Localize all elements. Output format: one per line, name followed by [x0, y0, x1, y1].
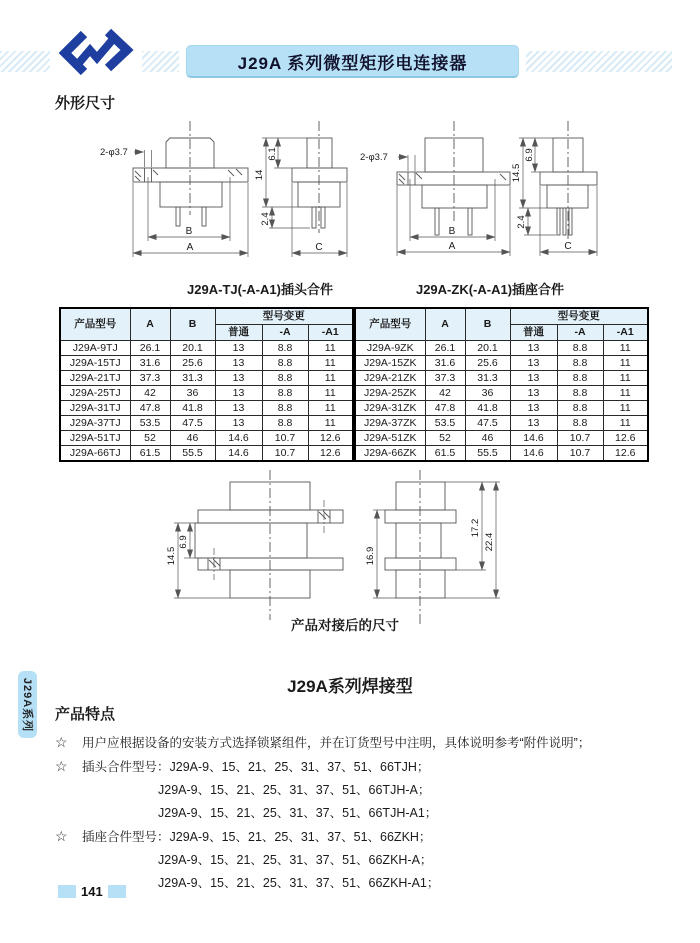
feature-text: J29A-9、15、21、25、31、37、51、66ZKH-A1； [158, 876, 440, 890]
col-header-a: A [425, 308, 465, 341]
col-header-normal: 普通 [510, 325, 557, 341]
table-cell: 11 [308, 401, 353, 416]
table-cell: 42 [425, 386, 465, 401]
dim-label-total: 14.5 [511, 163, 522, 183]
weld-section-title: J29A系列焊接型 [287, 677, 413, 696]
dim-label-b: B [448, 226, 456, 237]
col-header-var-a1: -A1 [308, 325, 353, 341]
table-cell: 11 [603, 401, 648, 416]
table-cell: 11 [603, 371, 648, 386]
table-cell: 12.6 [603, 431, 648, 446]
table-row [355, 356, 648, 371]
table-cell: 47.5 [465, 416, 510, 431]
table-cell: 13 [215, 386, 262, 401]
dim-label-total: 14 [254, 169, 265, 181]
table-cell: J29A-25TJ [60, 386, 130, 401]
table-cell: 8.8 [262, 356, 308, 371]
table-cell: 8.8 [262, 401, 308, 416]
col-header-b: B [170, 308, 215, 341]
table-cell: 26.1 [130, 341, 170, 356]
tj-front-view [133, 121, 248, 226]
table-cell: 8.8 [557, 416, 603, 431]
table-cell: 41.8 [465, 401, 510, 416]
col-header-var-a: -A [262, 325, 308, 341]
sidebar-tab-label: J29A系列 [20, 677, 33, 732]
table-cell: 53.5 [425, 416, 465, 431]
dim-label-b: B [185, 226, 193, 237]
table-cell: 8.8 [262, 371, 308, 386]
table-row [355, 371, 648, 386]
table-cell: 41.8 [170, 401, 215, 416]
star-icon: ☆ [55, 734, 68, 750]
table-cell: 8.8 [557, 401, 603, 416]
col-header-model: 产品型号 [60, 308, 130, 341]
table-cell: 20.1 [465, 341, 510, 356]
table-cell: 13 [215, 401, 262, 416]
table-cell: 55.5 [465, 446, 510, 462]
table-cell: 46 [465, 431, 510, 446]
table-cell: 52 [425, 431, 465, 446]
table-cell: 14.6 [215, 446, 262, 462]
col-header-b: B [465, 308, 510, 341]
feature-line [55, 779, 670, 802]
dim-label-a: A [186, 242, 194, 253]
feature-line [55, 872, 670, 895]
features-heading: 产品特点 [55, 706, 116, 723]
zk-front-view [397, 121, 510, 235]
table-row [355, 341, 648, 356]
table-cell: 11 [603, 356, 648, 371]
col-header-normal: 普通 [215, 325, 262, 341]
feature-line [55, 802, 670, 825]
tj-front-dims [133, 150, 248, 257]
table-row [60, 401, 353, 416]
table-cell: 10.7 [557, 431, 603, 446]
table-cell: J29A-21ZK [355, 371, 425, 386]
dim-label-left-shell: 6.9 [178, 535, 189, 549]
col-header-model: 产品型号 [355, 308, 425, 341]
zk-drawing-caption: J29A-ZK(-A-A1)插座合件 [415, 282, 565, 297]
table-cell: J29A-66TJ [60, 446, 130, 462]
star-icon: ☆ [55, 828, 68, 844]
mated-side-dims [373, 482, 500, 598]
page-footer [58, 884, 126, 899]
dim-label-shell: 6.1 [267, 147, 278, 161]
table-cell: 11 [603, 386, 648, 401]
table-cell: 13 [510, 386, 557, 401]
col-header-var-a: -A [557, 325, 603, 341]
col-header-group: 型号变更 [510, 308, 648, 325]
table-cell: 61.5 [130, 446, 170, 462]
table-cell: 10.7 [262, 431, 308, 446]
table-cell: 8.8 [557, 356, 603, 371]
table-cell: J29A-51ZK [355, 431, 425, 446]
table-cell: J29A-25ZK [355, 386, 425, 401]
table-cell: J29A-37TJ [60, 416, 130, 431]
brand-logo-icon [56, 27, 136, 77]
table-cell: 61.5 [425, 446, 465, 462]
table-row [60, 386, 353, 401]
page-number: 141 [81, 884, 103, 899]
table-cell: 8.8 [262, 416, 308, 431]
table-cell: 25.6 [170, 356, 215, 371]
table-cell: 14.6 [510, 446, 557, 462]
spec-table-zk [354, 307, 649, 462]
table-cell: 36 [170, 386, 215, 401]
table-cell: J29A-15TJ [60, 356, 130, 371]
table-cell: J29A-9ZK [355, 341, 425, 356]
table-cell: 20.1 [170, 341, 215, 356]
dim-label-right-mid: 17.2 [470, 518, 481, 538]
spec-table-tj [59, 307, 354, 462]
brand-logo [50, 25, 142, 79]
table-cell: 13 [510, 371, 557, 386]
table-cell: 11 [603, 416, 648, 431]
mated-drawing [140, 468, 540, 633]
zk-outline-drawing [352, 115, 612, 279]
dim-label-c: C [315, 242, 323, 253]
table-cell: J29A-66ZK [355, 446, 425, 462]
feature-line [55, 731, 670, 755]
table-cell: 53.5 [130, 416, 170, 431]
table-cell: 12.6 [308, 431, 353, 446]
table-row [60, 341, 353, 356]
table-cell: 11 [308, 356, 353, 371]
table-cell: 13 [215, 371, 262, 386]
table-cell: 13 [510, 356, 557, 371]
table-cell: 37.3 [130, 371, 170, 386]
table-cell: 8.8 [262, 341, 308, 356]
dim-label-right-total: 22.4 [484, 532, 495, 552]
table-cell: 11 [308, 371, 353, 386]
table-cell: J29A-31ZK [355, 401, 425, 416]
mated-front-view [195, 470, 343, 620]
star-icon: ☆ [55, 758, 68, 774]
table-cell: 13 [215, 341, 262, 356]
table-cell: 10.7 [262, 446, 308, 462]
table-cell: 11 [308, 386, 353, 401]
zk-side-view [540, 121, 597, 241]
table-row [60, 356, 353, 371]
feature-list [55, 731, 670, 895]
feature-text: 用户应根据设备的安装方式选择锁紧组件，并在订货型号中注明，具体说明参考“附件说明”； [82, 736, 591, 750]
table-cell: 11 [308, 341, 353, 356]
table-row [355, 446, 648, 462]
table-cell: 55.5 [170, 446, 215, 462]
tj-outline-drawing [100, 115, 360, 275]
table-cell: 25.6 [465, 356, 510, 371]
table-row [355, 386, 648, 401]
table-cell: 46 [170, 431, 215, 446]
table-cell: J29A-51TJ [60, 431, 130, 446]
tj-drawing-caption: J29A-TJ(-A-A1)插头合件 [187, 282, 333, 297]
feature-text: J29A-9、15、21、25、31、37、51、66ZKH-A； [158, 853, 433, 867]
table-cell: 36 [465, 386, 510, 401]
table-cell: J29A-21TJ [60, 371, 130, 386]
table-cell: 8.8 [557, 341, 603, 356]
table-cell: 14.6 [215, 431, 262, 446]
footer-decoration-left [58, 885, 76, 898]
dim-label-a: A [448, 241, 456, 252]
table-cell: 31.3 [170, 371, 215, 386]
table-cell: J29A-31TJ [60, 401, 130, 416]
table-cell: 26.1 [425, 341, 465, 356]
table-cell: 37.3 [425, 371, 465, 386]
table-row [60, 371, 353, 386]
spec-tables [59, 307, 649, 462]
table-row [60, 446, 353, 462]
table-cell: 42 [130, 386, 170, 401]
table-row [60, 431, 353, 446]
dim-label-c: C [564, 241, 572, 252]
footer-decoration-right [108, 885, 126, 898]
mated-drawing-caption: 产品对接后的尺寸 [291, 618, 399, 633]
table-cell: 8.8 [557, 386, 603, 401]
outline-section-heading: 外形尺寸 [55, 95, 116, 112]
dim-label-pin: 2.4 [516, 215, 527, 229]
col-header-group: 型号变更 [215, 308, 353, 325]
table-cell: 52 [130, 431, 170, 446]
table-row [355, 416, 648, 431]
sidebar-tab-j29a-series [18, 671, 37, 738]
table-cell: J29A-9TJ [60, 341, 130, 356]
table-cell: 47.5 [170, 416, 215, 431]
feature-line [55, 755, 670, 779]
table-cell: J29A-15ZK [355, 356, 425, 371]
feature-text: J29A-9、15、21、25、31、37、51、66TJH-A1； [158, 806, 438, 820]
feature-text: 插头合件型号：J29A-9、15、21、25、31、37、51、66TJH； [82, 760, 430, 774]
table-cell: 47.8 [130, 401, 170, 416]
feature-text: 插座合件型号：J29A-9、15、21、25、31、37、51、66ZKH； [82, 830, 432, 844]
table-cell: 13 [510, 416, 557, 431]
feature-text: J29A-9、15、21、25、31、37、51、66TJH-A； [158, 783, 431, 797]
table-row [355, 401, 648, 416]
table-cell: 13 [215, 416, 262, 431]
page-title-bar [186, 45, 519, 78]
feature-line [55, 849, 670, 872]
dim-label-pin: 2.4 [260, 212, 271, 226]
feature-line [55, 825, 670, 849]
col-header-var-a1: -A1 [603, 325, 648, 341]
mated-front-dims [174, 523, 230, 598]
table-row [355, 431, 648, 446]
dim-label-left-total: 14.5 [166, 546, 177, 566]
table-cell: 47.8 [425, 401, 465, 416]
dim-label-hole: 2-φ3.7 [100, 147, 128, 158]
table-cell: 31.6 [425, 356, 465, 371]
dim-label-hole: 2-φ3.7 [360, 152, 388, 163]
table-row [60, 416, 353, 431]
table-cell: 11 [308, 416, 353, 431]
col-header-a: A [130, 308, 170, 341]
dim-label-shell: 6.9 [524, 148, 535, 162]
table-cell: 12.6 [308, 446, 353, 462]
dim-label-right-inner: 16.9 [365, 546, 376, 566]
table-cell: 13 [510, 341, 557, 356]
table-cell: 10.7 [557, 446, 603, 462]
table-cell: 31.3 [465, 371, 510, 386]
table-cell: J29A-37ZK [355, 416, 425, 431]
table-cell: 8.8 [262, 386, 308, 401]
table-cell: 14.6 [510, 431, 557, 446]
table-cell: 13 [510, 401, 557, 416]
table-cell: 8.8 [557, 371, 603, 386]
mated-side-view [385, 470, 456, 626]
table-cell: 11 [603, 341, 648, 356]
table-cell: 13 [215, 356, 262, 371]
table-cell: 31.6 [130, 356, 170, 371]
page-title: J29A 系列微型矩形电连接器 [237, 53, 468, 73]
table-cell: 12.6 [603, 446, 648, 462]
